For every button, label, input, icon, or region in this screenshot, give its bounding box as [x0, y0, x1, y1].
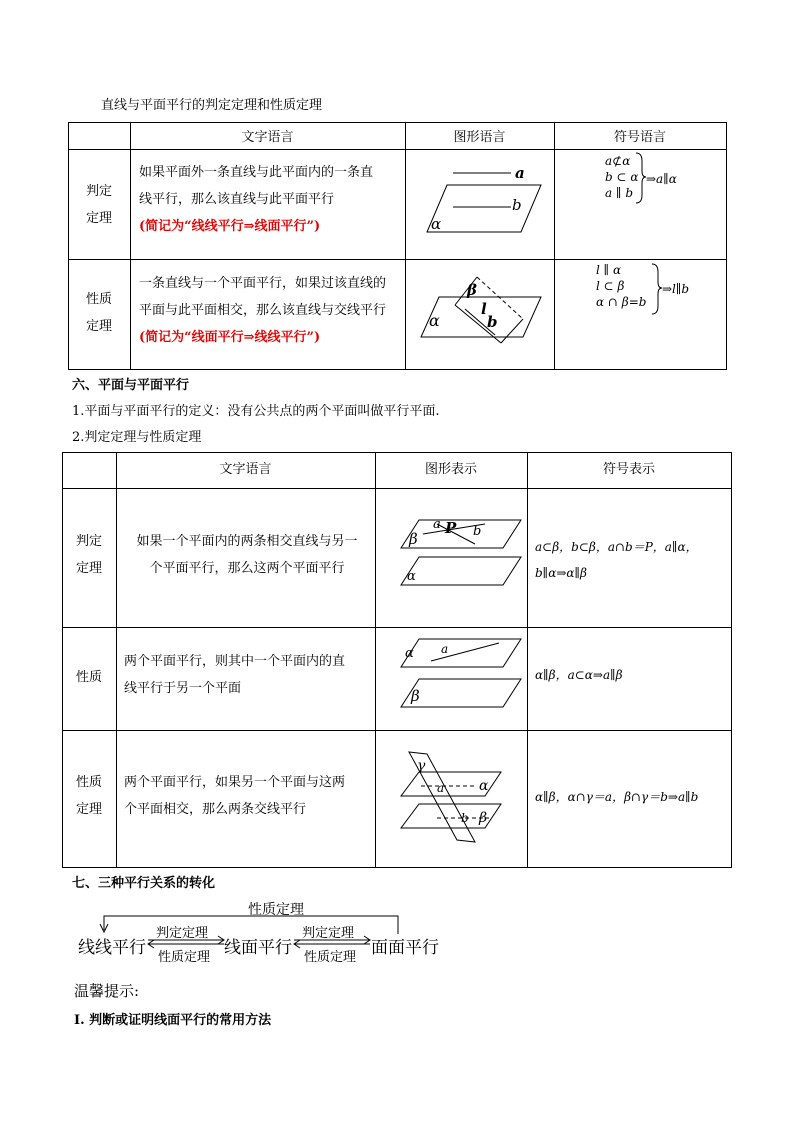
fig-label: l — [481, 300, 487, 318]
text-line: 两个平面平行，如果另一个平面与这两 — [124, 775, 346, 790]
fig-label: a — [441, 642, 449, 656]
label-line: 定理 — [75, 561, 102, 576]
fig-label: α — [429, 311, 440, 330]
table1-header-text: 文字语言 — [241, 130, 294, 145]
fig-label: β — [409, 530, 418, 548]
fig-label: a — [437, 781, 445, 795]
text-line: 线平行，那么该直线与此平面平行 — [139, 192, 335, 207]
fig-label: a — [515, 164, 525, 182]
section7-title: 七、三种平行关系的转化 — [72, 876, 216, 891]
fig-label: b — [512, 196, 522, 214]
text-line: 如果一个平面内的两条相交直线与另一 — [136, 534, 358, 549]
table2-row3-symbol: α∥β，α∩γ＝a，β∩γ＝b⇒a∥b — [535, 790, 699, 804]
table2-row2-label: 性质 — [75, 670, 102, 685]
sym-line: b∥α⇒α∥β — [535, 566, 587, 580]
note-red: (简记为“线面平行⇒线线平行”) — [139, 330, 321, 345]
label-line: 定理 — [85, 211, 112, 226]
method-title: Ⅰ. 判断或证明线面平行的常用方法 — [74, 1013, 272, 1028]
sym-line: a⊂β，b⊂β，a∩b＝P，a∥α， — [535, 540, 698, 554]
label-line: 判定 — [75, 534, 102, 549]
sym-line: l ∥ α — [596, 263, 622, 277]
text-line: 一条直线与一个平面平行，如果过该直线的 — [139, 276, 387, 291]
label-line: 性质 — [85, 292, 112, 307]
label-line: 定理 — [75, 802, 102, 817]
diagram-node-line-plane: 线面平行 — [224, 938, 292, 958]
table2-header-text: 文字语言 — [219, 462, 272, 477]
fig-label: β — [479, 810, 488, 826]
table1-header-figure: 图形语言 — [453, 130, 506, 145]
fig-label: γ — [417, 758, 426, 774]
text-line: 如果平面外一条直线与此平面内的一条直 — [139, 165, 374, 180]
fig-label: α — [479, 778, 489, 794]
table2-header-figure: 图形表示 — [424, 462, 477, 477]
section6-item2: 2.判定定理与性质定理 — [72, 430, 202, 445]
label-line: 定理 — [85, 319, 112, 334]
label-line: 判定 — [85, 184, 112, 199]
sym-line: b ⊂ α — [605, 170, 639, 184]
sym-line: l ⊂ β — [596, 279, 625, 293]
fig-label: b — [473, 524, 482, 539]
section6-item1: 1.平面与平面平行的定义：没有公共点的两个平面叫做平行平面. — [72, 404, 440, 419]
diagram-top-label: 性质定理 — [248, 902, 304, 918]
arrow2-bottom-label: 性质定理 — [304, 950, 357, 965]
text-line: 平面与此平面相交，那么该直线与交线平行 — [139, 303, 387, 318]
table1-header-symbol: 符号语言 — [613, 130, 666, 145]
fig-label: b — [461, 811, 469, 825]
arrow1-top-label: 判定定理 — [156, 926, 209, 941]
fig-label: b — [487, 313, 498, 331]
fig-label: a — [433, 517, 441, 532]
text-line: 个平面相交，那么两条交线平行 — [124, 802, 307, 817]
fig-label: β — [411, 687, 420, 705]
fig-label: α — [407, 569, 416, 584]
section6-title: 六、平面与平面平行 — [72, 378, 190, 393]
table2-header-symbol: 符号表示 — [602, 462, 655, 477]
diagram-node-line-line: 线线平行 — [78, 938, 146, 958]
fig-label: α — [431, 215, 442, 233]
sym-line: a ∥ b — [605, 186, 634, 200]
arrow1-bottom-label: 性质定理 — [158, 950, 211, 965]
intro-title: 直线与平面平行的判定定理和性质定理 — [101, 98, 323, 113]
fig-label: α — [405, 646, 414, 661]
diagram-node-plane-plane: 面面平行 — [371, 938, 439, 958]
table1-row1-sym-result: ⇒a∥α — [646, 172, 677, 186]
sym-line: α ∩ β=b — [596, 295, 647, 309]
fig-label: P — [445, 519, 457, 537]
text-line: 个平面平行，那么这两个平面平行 — [149, 561, 345, 576]
fig-label: β — [467, 281, 477, 299]
table2-row2-symbol: α∥β，a⊂α⇒a∥β — [535, 668, 623, 682]
tip-label: 温馨提示: — [74, 982, 140, 1000]
table1-row2-sym-result: ⇒l∥b — [662, 282, 690, 296]
arrow2-top-label: 判定定理 — [302, 926, 355, 941]
text-line: 两个平面平行，则其中一个平面内的直 — [124, 654, 346, 669]
note-red: (简记为“线线平行⇒线面平行”) — [139, 219, 321, 234]
label-line: 性质 — [75, 775, 102, 790]
text-line: 线平行于另一个平面 — [124, 681, 242, 696]
sym-line: a⊄α — [605, 154, 631, 168]
